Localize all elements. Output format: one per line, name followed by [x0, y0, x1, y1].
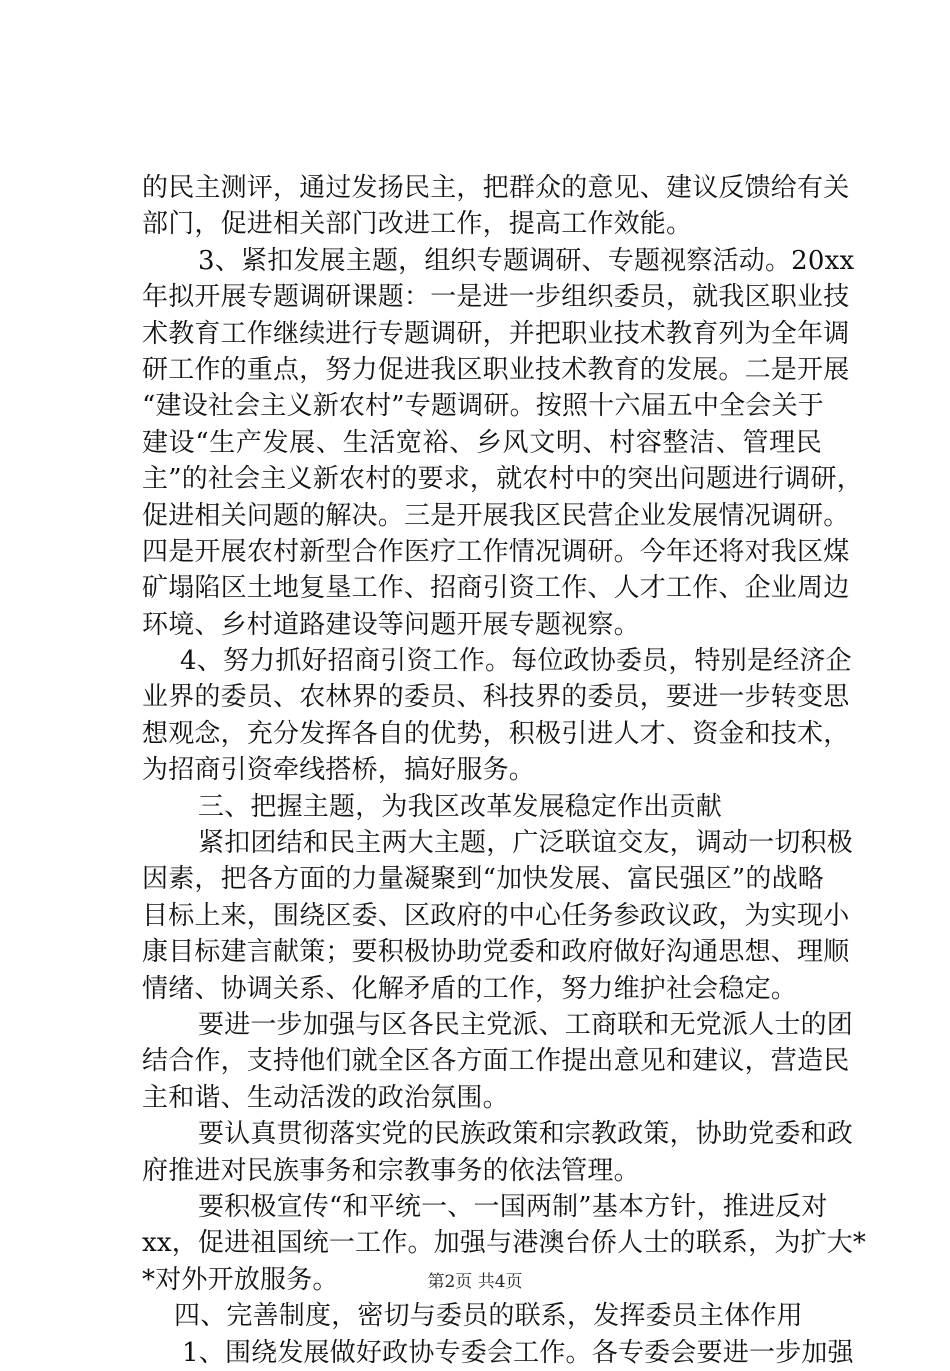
- text-line: 紧扣团结和民主两大主题，广泛联谊交友，调动一切积极: [198, 828, 854, 859]
- text-line: 促进相关问题的解决。三是开展我区民营企业发展情况调研。: [142, 500, 850, 531]
- text-line: 府推进对民族事务和宗教事务的依法管理。: [142, 1155, 640, 1186]
- text-line: 目标上来，围绕区委、区政府的中心任务参政议政，为实现小: [142, 900, 850, 931]
- text-line: 的民主测评，通过发扬民主，把群众的意见、建议反馈给有关: [142, 173, 850, 203]
- text-line: 研工作的重点，努力促进我区职业技术教育的发展。二是开展: [142, 354, 850, 385]
- text-line: 术教育工作继续进行专题调研，并把职业技术教育列为全年调: [142, 318, 850, 349]
- text-line: 情绪、协调关系、化解矛盾的工作，努力维护社会稳定。: [142, 973, 798, 1004]
- text-line: 结合作，支持他们就全区各方面工作提出意见和建议，营造民: [142, 1046, 850, 1077]
- document-body: [142, 170, 867, 1371]
- text-line: 要积极宣传“和平统一、一国两制”基本方针，推进反对: [198, 1191, 828, 1222]
- text-line: 4、努力抓好招商引资工作。每位政协委员，特别是经济企: [180, 646, 852, 677]
- text-line: “建设社会主义新农村”专题调研。按照十六届五中全会关于: [142, 391, 824, 422]
- text-line: 部门，促进相关部门改进工作，提高工作效能。: [142, 209, 693, 240]
- text-line: 1、围绕发展做好政协专委会工作。各专委会要进一步加强: [182, 1337, 854, 1368]
- text-line: 因素，把各方面的力量凝聚到“加快发展、富民强区”的战略: [142, 864, 824, 895]
- text-line: 想观念，充分发挥各自的优势，积极引进人才、资金和技术，: [142, 718, 850, 749]
- text-line: 矿塌陷区土地复垦工作、招商引资工作、人才工作、企业周边: [142, 573, 850, 604]
- text-line: *对外开放服务。: [142, 1264, 339, 1295]
- text-line: 四是开展农村新型合作医疗工作情况调研。今年还将对我区煤: [142, 536, 850, 567]
- text-line: xx，促进祖国统一工作。加强与港澳台侨人士的联系，为扩大*: [142, 1228, 867, 1259]
- text-line: 3、紧扣发展主题，组织专题调研、专题视察活动。20xx: [198, 245, 855, 276]
- text-line: 环境、乡村道路建设等问题开展专题视察。: [142, 609, 640, 640]
- text-line: 要进一步加强与区各民主党派、工商联和无党派人士的团: [198, 1009, 854, 1040]
- text-line: 主”的社会主义新农村的要求，就农村中的突出问题进行调研，: [142, 464, 863, 495]
- text-line: 年拟开展专题调研课题：一是进一步组织委员，就我区职业技: [142, 282, 850, 313]
- text-line: 业界的委员、农林界的委员、科技界的委员，要进一步转变思: [142, 682, 850, 713]
- text-line: 建设“生产发展、生活宽裕、乡风文明、村容整洁、管理民: [142, 427, 822, 458]
- text-line: 康目标建言献策；要积极协助党委和政府做好沟通思想、理顺: [142, 937, 850, 968]
- page-footer: 第2页 共4页: [427, 1272, 523, 1292]
- section-heading: 三、把握主题，为我区改革发展稳定作出贡献: [198, 791, 723, 822]
- section-heading: 四、完善制度，密切与委员的联系，发挥委员主体作用: [174, 1301, 803, 1332]
- text-line: 主和谐、生动活泼的政治氛围。: [142, 1082, 509, 1113]
- text-line: 要认真贯彻落实党的民族政策和宗教政策，协助党委和政: [198, 1119, 854, 1150]
- text-line: 为招商引资牵线搭桥，搞好服务。: [142, 755, 536, 786]
